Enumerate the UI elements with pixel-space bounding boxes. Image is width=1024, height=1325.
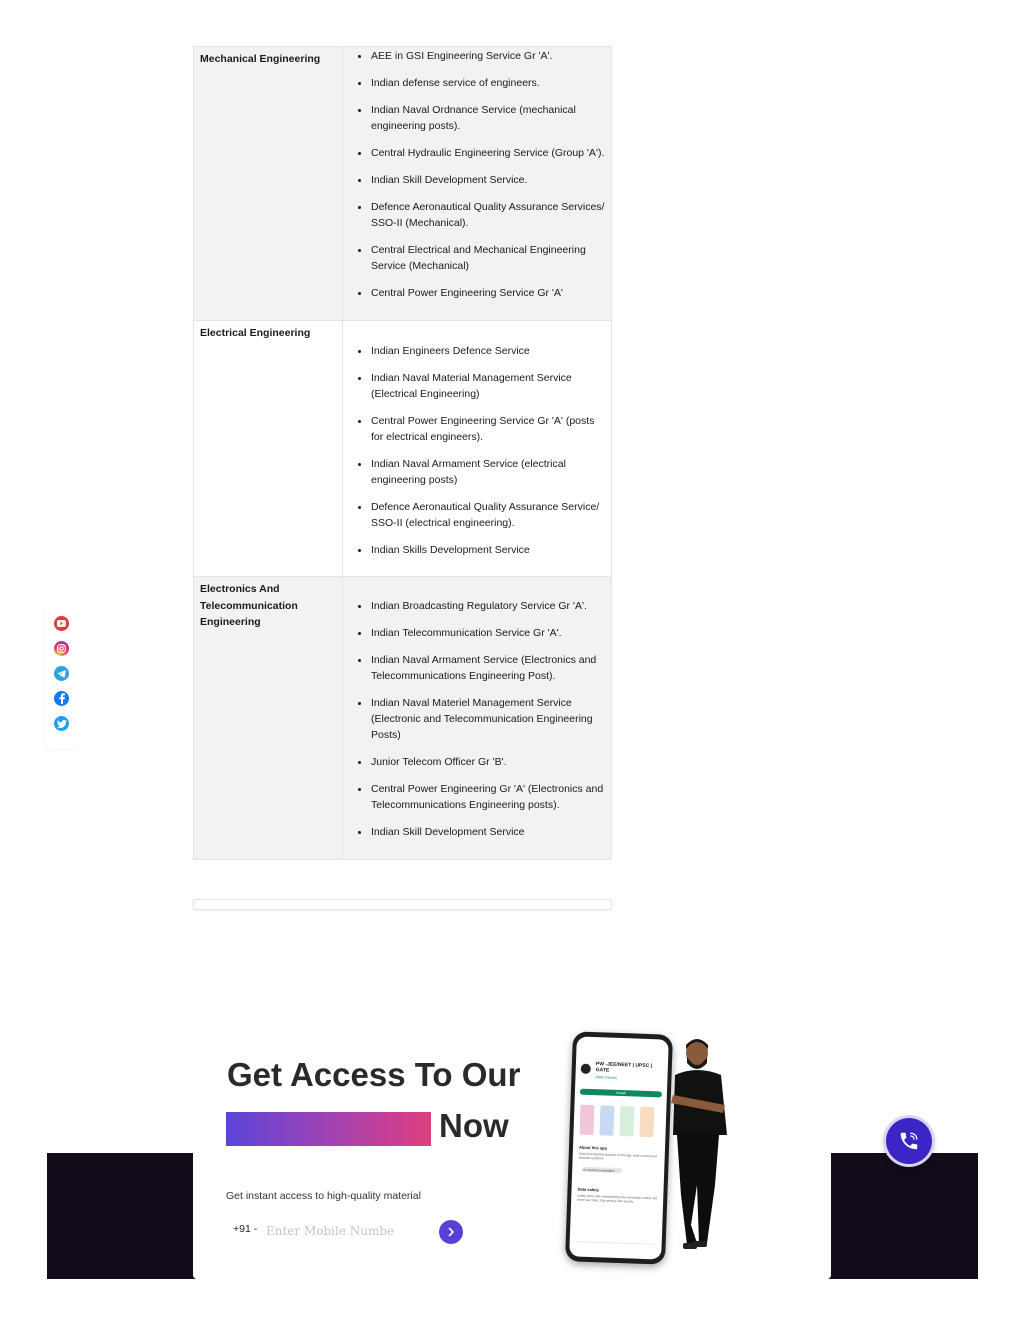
list-item: • Indian Skill Development Service [370,824,605,840]
promo-headline: Get Access To Our [227,1056,521,1093]
list-item: • Indian Broadcasting Regulatory Service Gr 'A'. [370,598,605,614]
list-item: • Indian Skill Development Service. [370,172,605,188]
posts-cell [343,47,612,321]
list-item: • Indian Naval Materiel Management Service (Electronic and Telecommunication Engineering Posts) [370,695,605,743]
list-item: • Junior Telecom Officer Gr 'B'. [370,754,605,770]
services-table [193,46,612,860]
chip-label: #1 top free in education [583,1167,615,1173]
list-item: • Central Electrical and Mechanical Engineering Service (Mechanical) [370,242,605,274]
posts-list [357,47,605,301]
posts-cell [343,321,612,577]
list-item: • Indian Naval Armament Service (Electronics and Telecommunications Engineering Post). [370,652,605,684]
mobile-number-input[interactable] [266,1221,426,1241]
phone-screen [569,1036,669,1259]
list-item: • Indian defense service of engineers. [370,75,605,91]
facebook-icon[interactable] [54,691,69,706]
headline-gradient-highlight [226,1112,431,1146]
phone-icon [898,1130,920,1152]
social-sidebar [45,606,79,748]
app-phone-mockup [549,1030,749,1267]
about-heading: About this app [578,1144,608,1151]
branch-cell: Electrical Engineering [194,321,343,577]
youtube-icon[interactable] [54,616,69,631]
list-item: • Indian Telecommunication Service Gr 'A'. [370,625,605,641]
list-item: • Defence Aeronautical Quality Assurance Services/ SSO-II (Mechanical). [370,199,605,231]
posts-list [357,577,605,840]
safety-heading: Data safety [577,1186,599,1193]
list-item: • Indian Naval Material Management Service (Electrical Engineering) [370,370,605,402]
app-developer: Alakh Pandey [595,1075,618,1080]
list-item: • Indian Skills Development Service [370,542,605,558]
chevron-right-icon [447,1227,455,1237]
posts-cell [343,577,612,860]
teacher-image [657,1035,751,1265]
list-item: • Indian Naval Armament Service (electrical engineering posts) [370,456,605,488]
list-item: • Central Power Engineering Service Gr 'A' (posts for electrical engineers). [370,413,605,445]
posts-list [357,321,605,558]
list-item: • Indian Naval Ordnance Service (mechanical engineering posts). [370,102,605,134]
submit-mobile-button[interactable] [439,1220,463,1244]
list-item: • Central Power Engineering Service Gr 'A' [370,285,605,301]
promo-headline-now: Now [439,1107,509,1144]
app-promo-card [193,1021,831,1279]
table-row [194,47,612,321]
empty-content-box [193,899,612,910]
safety-text: Safety starts with understanding how developers collect and share your data. Data privacy and security [577,1193,658,1204]
telegram-icon[interactable] [54,666,69,681]
table-row [194,321,612,577]
install-button: Install [616,1090,626,1096]
country-code: +91 - [233,1223,258,1235]
list-item: • Central Power Engineering Gr 'A' (Electronics and Telecommunications Engineering posts). [370,781,605,813]
about-text: Study from leading teachers at PW App; India's most loved education platform. [578,1151,657,1161]
branch-cell: Mechanical Engineering [194,47,343,321]
app-name: PW -JEE/NEET | UPSC | GATE [595,1061,653,1074]
instagram-icon[interactable] [54,641,69,656]
call-button[interactable] [886,1118,932,1164]
promo-subtext: Get instant access to high-quality material [226,1190,421,1202]
twitter-icon[interactable] [54,716,69,731]
list-item: • AEE in GSI Engineering Service Gr 'A'. [370,48,605,64]
branch-cell: Electronics And Telecommunication Engineering [194,577,343,860]
list-item: • Defence Aeronautical Quality Assurance Service/ SSO-II (electrical engineering). [370,499,605,531]
list-item: • Central Hydraulic Engineering Service (Group 'A'). [370,145,605,161]
table-row [194,577,612,860]
list-item: • Indian Engineers Defence Service [370,343,605,359]
